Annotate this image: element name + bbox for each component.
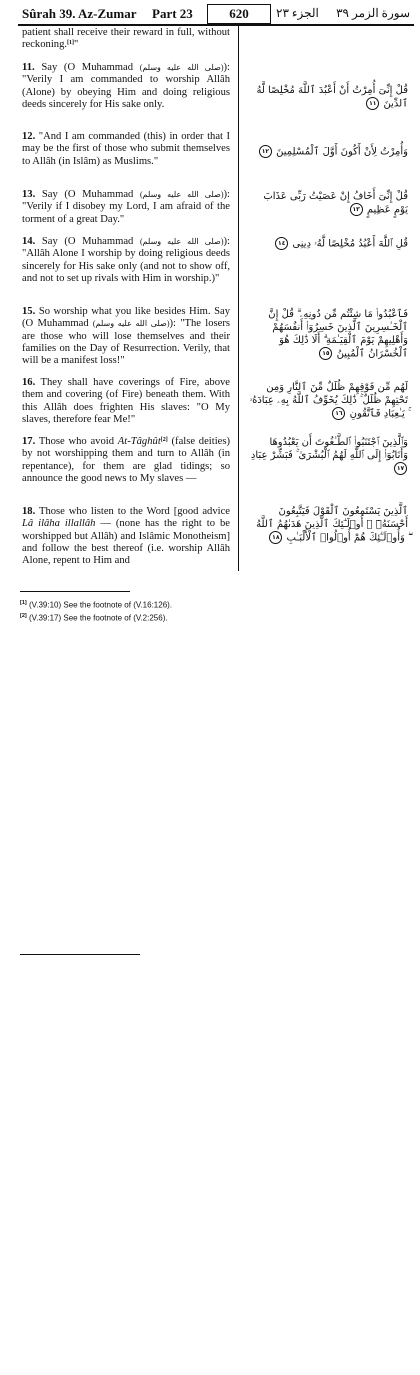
- verse-text: Those who avoid: [38, 436, 115, 447]
- footnote-ref: [1]: [67, 40, 75, 47]
- verse-18-english: [22, 506, 230, 567]
- verse-text: (false deities) by not worshipping them and turn to Allâh (in repentance), for them are glad tidings; so announce the good news to My slaves —: [22, 436, 230, 484]
- verse-17-arabic: [248, 436, 408, 476]
- verse-11-arabic: [248, 84, 408, 111]
- verse-15-arabic: [248, 308, 408, 361]
- footnote-mark: [2]: [20, 612, 27, 619]
- verse-text: ): "Verily if I disobey my Lord, I am afraid of the torment of a great Day.": [22, 189, 230, 225]
- juz-arabic: الجزء ٢٣: [276, 6, 319, 20]
- footnotes: [20, 598, 320, 623]
- ayah-number-marker: ١٨: [269, 531, 282, 544]
- footnote-ref: [2]: [160, 437, 168, 443]
- honorific: (صلى الله عليه وسلم): [92, 319, 170, 329]
- verse-17-english: [22, 436, 230, 485]
- verse-10-end-english: [22, 27, 230, 52]
- verse-text: patient shall receive their reward in full, without reckoning.: [22, 27, 230, 51]
- surah-arabic: سورة الزمر ٣٩: [336, 6, 410, 20]
- verse-text: So worship what you like besides Him. Say (O Muhammad: [22, 306, 230, 330]
- italic-term: At-Tâghût: [117, 436, 161, 447]
- verse-12-arabic: [248, 145, 408, 159]
- verse-16-arabic: [248, 381, 408, 421]
- verse-11-english: [22, 62, 230, 111]
- italic-term: Lâ ilâha illallâh: [22, 518, 96, 530]
- verse-12-english: [22, 131, 230, 168]
- arabic-text: قُلِ ٱللَّهَ أَعْبُدُ مُخْلِصًا لَّهُۥ دِينِى: [292, 238, 408, 250]
- verse-18-arabic: [248, 505, 408, 545]
- verse-text: — (none has the right to be worshipped but Allâh) and Islâmic Monotheism] and follow the best thereof (i.e. worship Allâh Alone, repent to Him and: [22, 518, 230, 567]
- header-rule: [18, 24, 414, 26]
- ayah-number-marker: ١٧: [394, 462, 407, 475]
- footnote-rule: [20, 591, 130, 592]
- verse-14-arabic: [248, 237, 408, 251]
- footnote-text: (V.39:10) See the footnote of (V.16:126).: [28, 600, 173, 610]
- part-label: Part 23: [152, 6, 193, 21]
- ayah-number-marker: ١١: [366, 97, 379, 110]
- honorific: (صلى الله عليه وسلم): [139, 63, 224, 72]
- arabic-text: قُلْ إِنِّىٓ أَخَافُ إِنْ عَصَيْتُ رَبِّى عَذَابَ يَوْمٍ عَظِيمٍ: [263, 191, 408, 216]
- verse-text: Say (O Muhammad: [41, 62, 133, 73]
- verse-13-arabic: [248, 190, 408, 217]
- verse-number: 17.: [22, 436, 36, 447]
- page-header: [6, 4, 412, 26]
- footnote-text: (V.39:17) See the footnote of (V.2:256).: [28, 613, 168, 623]
- footnote-mark: [1]: [20, 600, 27, 606]
- verse-text: Say (O Muhammad: [41, 189, 134, 200]
- bottom-rule: [20, 954, 140, 955]
- ayah-number-marker: ١٢: [259, 145, 272, 158]
- verse-text: Those who listen to the Word [good advice: [38, 506, 230, 517]
- verse-number: 18.: [22, 506, 36, 517]
- verse-number: 14.: [22, 236, 36, 247]
- verse-text: ": [74, 39, 79, 51]
- honorific: (صلى الله عليه وسلم): [139, 190, 224, 199]
- arabic-text: وَأُمِرْتُ لِأَنْ أَكُونَ أَوَّلَ ٱلْمُسْلِمِينَ: [276, 146, 408, 158]
- ayah-number-marker: ١٣: [350, 203, 363, 216]
- arabic-text: ٱلَّذِينَ يَسْتَمِعُونَ ٱلْقَوْلَ فَيَتَّبِعُونَ أَحْسَنَهُۥٓ ۚ أُو۟لَـٰٓئِكَ ٱلَّذِينَ هَدَىٰهُمُ ٱللَّهُ ۖ وَأُو۟لَـٰٓئِكَ هُمْ أُو۟لُوا۟ ٱلْأَلْبَـٰبِ: [256, 506, 408, 544]
- verse-text: ): "The losers are those who will lose themselves and their families on the Day of Resurrection. Verily, that will be a manifest loss!": [22, 318, 230, 367]
- verse-text: They shall have coverings of Fire, above them and covering (of Fire) beneath them. With this Allâh does frighten His slaves: "O My slaves, therefore fear Me!": [22, 377, 230, 425]
- arabic-text: وَٱلَّذِينَ ٱجْتَنَبُوا۟ ٱلطَّـٰغُوتَ أَن يَعْبُدُوهَا وَأَنَابُوٓا۟ إِلَى ٱللَّهِ لَهُمُ ٱلْبُشْرَىٰ ۚ فَبَشِّرْ عِبَادِ: [250, 437, 408, 461]
- column-divider: [238, 26, 239, 571]
- surah-title: Sûrah 39. Az-Zumar: [22, 6, 137, 21]
- verse-14-english: [22, 236, 230, 285]
- ayah-number-marker: ١٦: [332, 407, 345, 420]
- honorific: (صلى الله عليه وسلم): [139, 237, 224, 246]
- verse-text: "And I am commanded (this) in order that I may be the first of those who submit themselves to Allâh (in Islâm) as Muslims.": [22, 131, 230, 167]
- verse-16-english: [22, 377, 230, 426]
- verse-text: ): "Allâh Alone I worship by doing religious deeds sincerely for His sake only (and not to show off, and not to set up rivals with Him in worship.)": [22, 236, 230, 284]
- verse-text: Say (O Muhammad: [41, 236, 134, 247]
- verse-number: 12.: [22, 131, 36, 142]
- verse-number: 15.: [22, 306, 36, 317]
- arabic-text: قُلْ إِنِّىٓ أُمِرْتُ أَنْ أَعْبُدَ ٱللَّهَ مُخْلِصًا لَّهُ ٱلدِّينَ: [256, 85, 408, 110]
- footnote-1: [20, 598, 320, 611]
- ayah-number-marker: ١٤: [275, 237, 288, 250]
- verse-number: 13.: [22, 189, 36, 200]
- verse-13-english: [22, 189, 230, 226]
- arabic-text: فَٱعْبُدُوا۟ مَا شِئْتُم مِّن دُونِهِۦ ۗ قُلْ إِنَّ ٱلْخَـٰسِرِينَ ٱلَّذِينَ خَسِرُوٓا۟ أَنفُسَهُمْ وَأَهْلِيهِمْ يَوْمَ ٱلْقِيَـٰمَةِ ۗ أَلَا ذَٰلِكَ هُوَ ٱلْخُسْرَانُ ٱلْمُبِينُ: [268, 309, 408, 360]
- verse-text: ): "Verily I am commanded to worship Allâh (Alone) by obeying Him and doing religious deeds sincerely for His sake only.: [22, 62, 230, 110]
- verse-number: 16.: [22, 377, 36, 388]
- footnote-2: [20, 611, 320, 624]
- verse-15-english: [22, 306, 230, 367]
- verse-number: 11.: [22, 62, 35, 73]
- page-number: 620: [207, 4, 271, 24]
- arabic-text: لَهُم مِّن فَوْقِهِمْ ظُلَلٌ مِّنَ ٱلنَّارِ وَمِن تَحْتِهِمْ ظُلَلٌ ۚ ذَٰلِكَ يُخَوِّفُ ٱللَّهُ بِهِۦ عِبَادَهُۥ ۚ يَـٰعِبَادِ فَٱتَّقُونِ: [249, 382, 408, 420]
- ayah-number-marker: ١٥: [319, 347, 332, 360]
